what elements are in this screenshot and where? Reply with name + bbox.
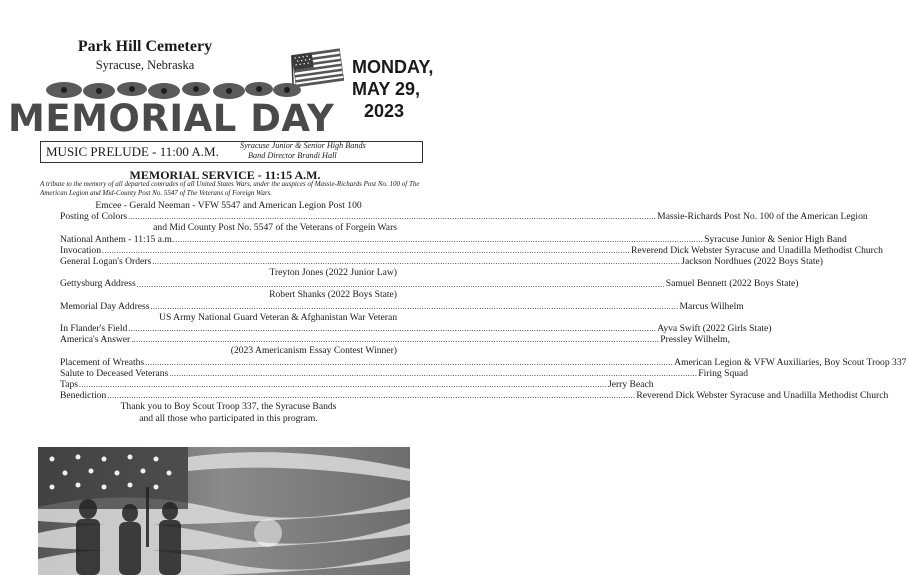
program-item-performer: Pressley Wilhelm,: [660, 334, 730, 346]
program-line: [60, 233, 847, 245]
event-day: MONDAY,: [352, 57, 434, 77]
program-text: Treyton Jones (2022 Junior Law): [269, 267, 397, 279]
bands-line-1: Syracuse Junior & Senior High Bands: [240, 141, 366, 150]
dot-leader: ............................................................................................................................................................................................................................: [169, 369, 698, 378]
program-item-label: National Anthem - 11:15 a.m.: [60, 233, 175, 245]
program-item-label: Taps: [60, 378, 78, 390]
program-item-label: General Logan's Orders: [60, 255, 152, 267]
program-line: [60, 300, 744, 312]
dot-leader: ............................................................................................................................................................................................................................: [128, 212, 657, 222]
memorial-day-title: MEMORIAL DAY: [8, 97, 335, 140]
program-item-performer: Ayva Swift (2022 Girls State): [657, 323, 772, 335]
event-year: 2023: [364, 101, 405, 121]
program-item-performer: Firing Squad: [698, 367, 749, 379]
program-item-label: Invocation: [60, 244, 102, 256]
program-item-label: In Flander's Field: [60, 323, 128, 335]
dot-leader: ............................................................................................................................................................................................................................: [131, 335, 660, 345]
service-title: MEMORIAL SERVICE - 11:15 A.M.: [129, 168, 321, 182]
program-item-performer: Marcus Wilhelm: [679, 300, 744, 312]
program-item-label: America's Answer: [60, 334, 131, 346]
service-tribute: A tribute to the memory of all departed comrades of all United States Wars, under the auspices of Massie-Richards Post No. 100 of The American Legion and Mid-County Post No. 5547 of The Veterans of Foreign Wars.: [40, 180, 420, 197]
program-item-performer: Samuel Bennett (2022 Boys State): [665, 278, 799, 290]
dot-leader: ............................................................................................................................................................................................................................: [102, 245, 631, 255]
program-item-label: Benediction: [60, 390, 107, 402]
city-name: Syracuse, Nebraska: [95, 58, 195, 72]
program-line: [60, 401, 397, 412]
program-item-performer: Syracuse Junior & Senior High Band: [704, 233, 847, 245]
program-line: [60, 323, 772, 335]
program-line: [60, 356, 906, 368]
bands-director: Band Director Brandi Hall: [248, 151, 337, 160]
program-text: and Mid County Post No. 5547 of the Veterans of Forgein Wars: [153, 222, 397, 234]
program-item-label: Salute to Deceased Veterans: [60, 367, 169, 379]
dot-leader: ............................................................................................................................................................................................................................: [107, 391, 636, 401]
program-item-performer: Reverend Dick Webster Syracuse and Unadilla Methodist Church: [636, 390, 889, 402]
dot-leader: ............................................................................................................................................................................................................................: [145, 357, 674, 367]
program-line: [60, 200, 397, 211]
dot-leader: ............................................................................................................................................................................................................................: [78, 380, 607, 390]
cemetery-name: Park Hill Cemetery: [77, 38, 213, 55]
program-line: [60, 345, 397, 356]
program-line: [60, 378, 654, 390]
program-item-performer: Reverend Dick Webster Syracuse and Unadilla Methodist Church: [631, 244, 883, 256]
dot-leader: ............................................................................................................................................................................................................................: [175, 234, 704, 244]
program-line: [60, 211, 868, 223]
program-item-performer: Jerry Beach: [607, 378, 654, 390]
program-line: [60, 390, 889, 402]
program-line: [60, 367, 749, 379]
program-line: [60, 222, 397, 233]
event-month-day: MAY 29,: [352, 79, 421, 99]
event-date: [352, 56, 444, 122]
program-text: US Army National Guard Veteran & Afghanistan War Veteran: [159, 311, 397, 323]
dot-leader: ............................................................................................................................................................................................................................: [152, 257, 681, 267]
program-item-label: Gettysburg Address: [60, 278, 136, 290]
prelude-label: MUSIC PRELUDE - 11:00 A.M.: [46, 144, 219, 159]
program-text: and all those who participated in this program.: [139, 412, 318, 424]
program-text: Emcee - Gerald Neeman - VFW 5547 and American Legion Post 100: [95, 199, 362, 211]
program-item-label: Placement of Wreaths: [60, 356, 145, 368]
program-line: [60, 267, 397, 278]
prelude-bands: [240, 141, 420, 161]
program-item-label: Posting of Colors: [60, 211, 128, 223]
program-text: Robert Shanks (2022 Boys State): [269, 289, 397, 301]
flag-soldiers-banner-image: [38, 447, 410, 575]
dot-leader: ............................................................................................................................................................................................................................: [128, 324, 657, 334]
program-text: Thank you to Boy Scout Troop 337, the Syracuse Bands: [120, 401, 337, 413]
dot-leader: ............................................................................................................................................................................................................................: [136, 279, 665, 289]
dot-leader: ............................................................................................................................................................................................................................: [150, 301, 679, 311]
program-line: [60, 244, 883, 256]
program-line: [60, 312, 397, 323]
program-text: (2023 Americanism Essay Contest Winner): [230, 345, 397, 357]
program-item-performer: Massie-Richards Post No. 100 of the American Legion: [657, 211, 868, 223]
program-item-performer: American Legion & VFW Auxiliaries, Boy Scout Troop 337: [674, 356, 906, 368]
program-list: [60, 199, 906, 424]
program-line: [60, 290, 397, 301]
program-line: [60, 255, 823, 267]
program-line: [60, 413, 397, 424]
program-item-performer: Jackson Nordhues (2022 Boys State): [681, 255, 823, 267]
program-line: [60, 278, 799, 290]
program-item-label: Memorial Day Address: [60, 300, 150, 312]
program-line: [60, 334, 730, 346]
